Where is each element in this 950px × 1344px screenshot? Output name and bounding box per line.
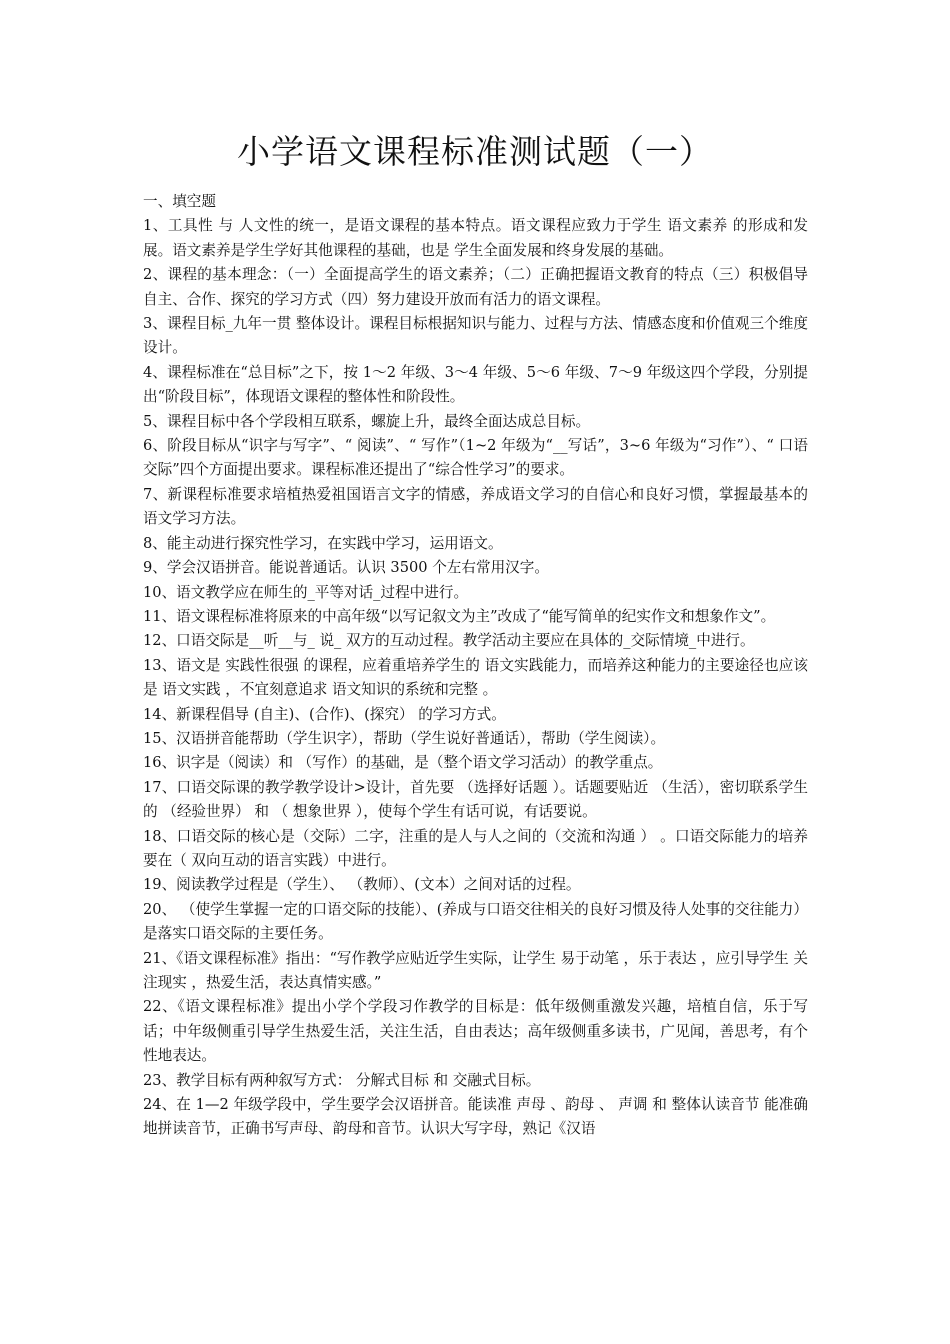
question-item-14: 14、新课程倡导 (自主)、(合作)、(探究） 的学习方式。 [143, 705, 506, 723]
question-item-12: 12、口语交际是__听__与_ 说_ 双方的互动过程。教学活动主要应在具体的_交际情境_中进行。 [143, 632, 755, 650]
question-item-21: 21、《语文课程标准》指出：“写作教学应贴近学生实际，让学生 易于动笔 ，乐于表达 ，应引导学生 关注现实 ，热爱生活，表达真情实感。” [143, 949, 808, 991]
page-title: 小学语文课程标准测试题（一） [237, 132, 713, 171]
question-item-2: 2、课程的基本理念：（一）全面提高学生的语文素养；（二）正确把握语文教育的特点（三）积极倡导自主、合作、探究的学习方式（四）努力建设开放而有活力的语文课程。 [143, 266, 808, 308]
question-item-5: 5、课程目标中各个学段相互联系，螺旋上升，最终全面达成总目标。 [143, 412, 591, 430]
question-item-23: 23、教学目标有两种叙写方式： 分解式目标 和 交融式目标。 [143, 1071, 541, 1089]
question-item-24: 24、在 1—2 年级学段中，学生要学会汉语拼音。能读准 声母 、韵母 、 声调 和 整体认读音节 能准确地拼读音节，正确书写声母、韵母和音节。认识大写字母，熟记《汉语 [143, 1096, 808, 1138]
question-item-16: 16、识字是（阅读）和 （写作）的基础，是（整个语文学习活动）的教学重点。 [143, 754, 663, 772]
question-item-7: 7、新课程标准要求培植热爱祖国语言文字的情感，养成语文学习的自信心和良好习惯，掌握最基本的语文学习方法。 [143, 485, 808, 528]
question-item-18: 18、口语交际的核心是（交际）二字，注重的是人与人之间的（交流和沟通 ） 。口语交际能力的培养要在（ 双向互动的语言实践）中进行。 [143, 827, 808, 869]
question-item-11: 11、语文课程标准将原来的中高年级“以写记叙文为主”改成了“能写简单的纪实作文和想象作文”。 [143, 607, 776, 625]
section-heading: 一、填空题 [143, 193, 216, 210]
question-item-8: 8、能主动进行探究性学习，在实践中学习，运用语文。 [143, 534, 503, 552]
question-item-3: 3、课程目标_九年一贯 整体设计。课程目标根据知识与能力、过程与方法、情感态度和价值观三个维度设计。 [143, 315, 808, 357]
document-body [143, 190, 808, 1142]
question-item-6: 6、阶段目标从“识字与写字”、“ 阅读”、“ 写作”（1~2 年级为“__写话”，3~6 年级为“习作”）、“ 口语交际”四个方面提出要求。课程标准还提出了“综合性学习”的要求。 [143, 437, 808, 479]
question-item-9: 9、学会汉语拼音。能说普通话。认识 3500 个左右常用汉字。 [143, 559, 549, 577]
question-item-20: 20、 （使学生掌握一定的口语交际的技能）、(养成与口语交往相关的良好习惯及待人处事的交往能力）是落实口语交际的主要任务。 [143, 900, 808, 943]
question-item-4: 4、课程标准在“总目标”之下，按 1～2 年级、3～4 年级、5～6 年级、7～9 年级这四个学段，分别提出“阶段目标”，体现语文课程的整体性和阶段性。 [143, 363, 808, 406]
question-item-10: 10、语文教学应在师生的_平等对话_过程中进行。 [143, 583, 469, 601]
question-item-22: 22、《语文课程标准》提出小学个学段习作教学的目标是：低年级侧重激发兴趣，培植自信，乐于写话；中年级侧重引导学生热爱生活，关注生活，自由表达；高年级侧重多读书，广见闻，善思考，有个性地表达。 [143, 998, 808, 1065]
question-item-19: 19、阅读教学过程是（学生）、 （教师）、(文本）之间对话的过程。 [143, 876, 581, 894]
question-item-1: 1、工具性 与 人文性的统一，是语文课程的基本特点。语文课程应致力于学生 语文素养 的形成和发展。语文素养是学生学好其他课程的基础，也是 学生全面发展和终身发展的基础。 [143, 217, 808, 259]
question-item-13: 13、语文是 实践性很强 的课程，应着重培养学生的 语文实践能力，而培养这种能力的主要途径也应该是 语文实践 ，不宜刻意追求 语文知识的系统和完整 。 [143, 656, 808, 699]
question-item-15: 15、汉语拼音能帮助（学生识字），帮助（学生说好普通话），帮助（学生阅读）。 [143, 729, 666, 747]
question-item-17: 17、口语交际课的教学教学设计>设计，首先要 （选择好话题 ）。话题要贴近 （生活），密切联系学生的 （经验世界） 和 （ 想象世界 ），使每个学生有话可说，有话要说。 [143, 778, 808, 821]
